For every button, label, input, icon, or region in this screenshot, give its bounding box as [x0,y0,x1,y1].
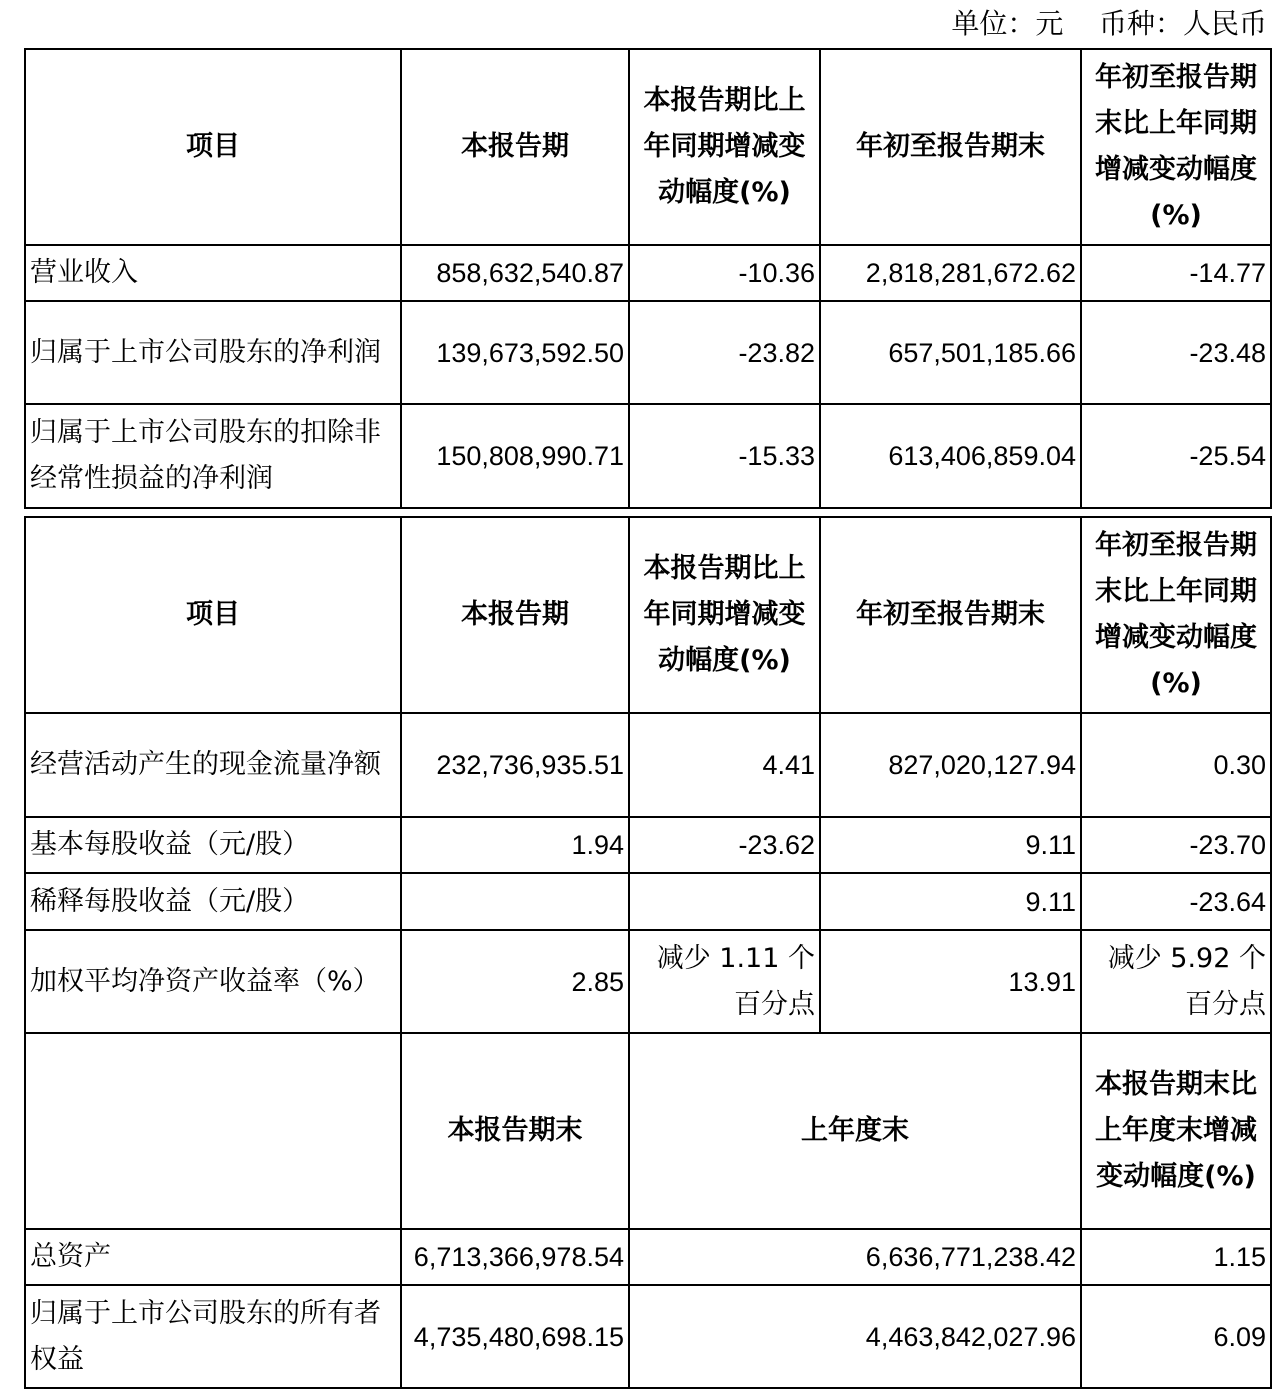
cell-ytd-change: -23.48 [1081,301,1271,404]
cell-ytd-change: -14.77 [1081,245,1271,301]
header-ytd-change: 年初至报告期末比上年同期增减变动幅度(%) [1081,517,1271,713]
cell-ytd: 827,020,127.94 [820,713,1081,817]
cell-current: 1.94 [401,817,629,873]
cell-ytd: 613,406,859.04 [820,404,1081,508]
table-row [25,404,1271,508]
cell-ytd-change: -23.64 [1081,873,1271,930]
cell-change: 6.09 [1081,1285,1271,1388]
table-subheader-row [25,1033,1271,1229]
cell-current: 139,673,592.50 [401,301,629,404]
cell-ytd-change: 减少 5.92 个百分点 [1081,930,1271,1033]
cell-current: 150,808,990.71 [401,404,629,508]
cell-current-change: -23.62 [629,817,820,873]
row-label: 加权平均净资产收益率（%） [25,930,401,1033]
cell-current-change: -15.33 [629,404,820,508]
header-item: 项目 [25,517,401,713]
cell-period-end: 6,713,366,978.54 [401,1229,629,1285]
cell-ytd-change: 0.30 [1081,713,1271,817]
cell-current-change: -23.82 [629,301,820,404]
row-label: 经营活动产生的现金流量净额 [25,713,401,817]
header-item: 项目 [25,49,401,245]
header-ytd: 年初至报告期末 [820,49,1081,245]
row-label: 基本每股收益（元/股） [25,817,401,873]
cell-change: 1.15 [1081,1229,1271,1285]
table-row [25,930,1271,1033]
financial-table-other [24,516,1272,1389]
header-ytd-change: 年初至报告期末比上年同期增减变动幅度(%) [1081,49,1271,245]
cell-current: 858,632,540.87 [401,245,629,301]
cell-current-change [629,873,820,930]
cell-ytd-change: -23.70 [1081,817,1271,873]
header-current-period: 本报告期 [401,517,629,713]
header-ytd: 年初至报告期末 [820,517,1081,713]
cell-current-change: -10.36 [629,245,820,301]
cell-current: 232,736,935.51 [401,713,629,817]
header-current-change: 本报告期比上年同期增减变动幅度(%) [629,517,820,713]
subheader-period-end: 本报告期末 [401,1033,629,1229]
cell-prior-year-end: 6,636,771,238.42 [629,1229,1081,1285]
header-current-change: 本报告期比上年同期增减变动幅度(%) [629,49,820,245]
subheader-blank [25,1033,401,1229]
table-row [25,817,1271,873]
subheader-prior-year-end: 上年度末 [629,1033,1081,1229]
table-row [25,713,1271,817]
cell-current-change: 减少 1.11 个百分点 [629,930,820,1033]
table-row [25,301,1271,404]
cell-current [401,873,629,930]
row-label: 归属于上市公司股东的净利润 [25,301,401,404]
table-header-row [25,49,1271,245]
table-row [25,873,1271,930]
cell-ytd: 9.11 [820,817,1081,873]
table-header-row [25,517,1271,713]
subheader-change: 本报告期末比上年度末增减变动幅度(%) [1081,1033,1271,1229]
row-label: 总资产 [25,1229,401,1285]
cell-ytd-change: -25.54 [1081,404,1271,508]
cell-ytd: 13.91 [820,930,1081,1033]
header-current-period: 本报告期 [401,49,629,245]
cell-current-change: 4.41 [629,713,820,817]
table-row [25,245,1271,301]
cell-ytd: 2,818,281,672.62 [820,245,1081,301]
row-label: 归属于上市公司股东的扣除非经常性损益的净利润 [25,404,401,508]
row-label: 归属于上市公司股东的所有者权益 [25,1285,401,1388]
cell-ytd: 657,501,185.66 [820,301,1081,404]
table-row [25,1285,1271,1388]
cell-period-end: 4,735,480,698.15 [401,1285,629,1388]
table-row [25,1229,1271,1285]
row-label: 稀释每股收益（元/股） [25,873,401,930]
cell-ytd: 9.11 [820,873,1081,930]
cell-prior-year-end: 4,463,842,027.96 [629,1285,1081,1388]
row-label: 营业收入 [25,245,401,301]
cell-current: 2.85 [401,930,629,1033]
financial-table-income [24,48,1272,509]
unit-currency-note: 单位：元 币种：人民币 [951,7,1267,40]
